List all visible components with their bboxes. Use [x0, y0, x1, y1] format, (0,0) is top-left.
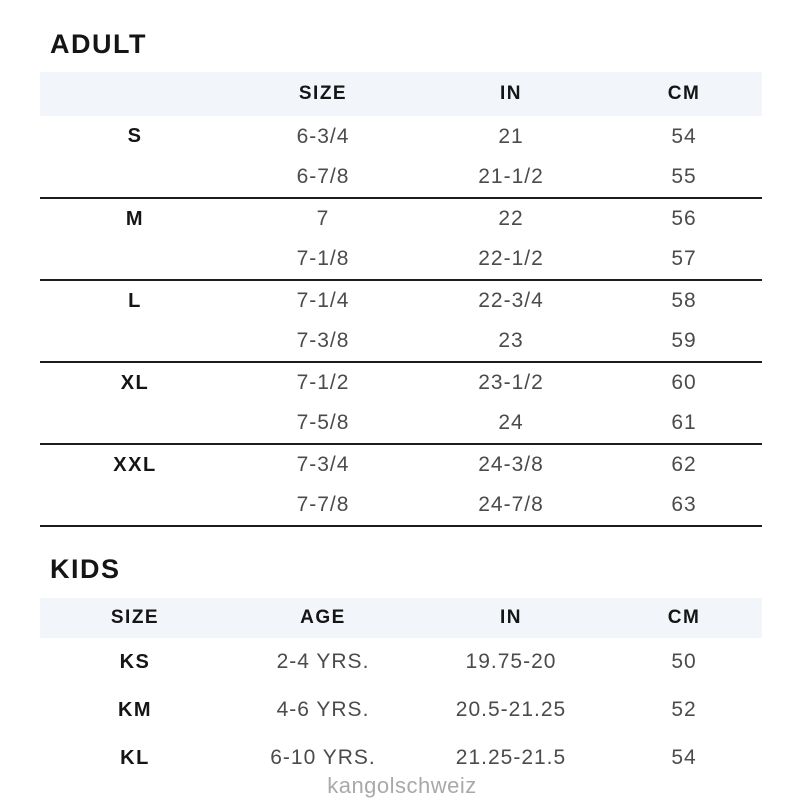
table-row	[40, 362, 762, 403]
cell-inches: 22	[498, 207, 524, 230]
row-label: KM	[117, 698, 153, 721]
cell-age: 6-10 YRS.	[270, 746, 376, 769]
watermark-text: kangolschweiz	[327, 773, 477, 798]
cell-cm: 60	[671, 371, 697, 394]
cell-inches: 21-1/2	[416, 157, 606, 198]
cell-size: 7-5/8	[230, 403, 416, 444]
cell-cm: 62	[671, 453, 697, 476]
table-row	[40, 280, 762, 321]
table-row	[40, 157, 762, 198]
cell-size: 7	[316, 207, 330, 230]
adult-column-header-in: IN	[500, 83, 522, 104]
adult-column-header-cm: CM	[667, 83, 701, 104]
row-label: M	[125, 207, 145, 230]
adult-size-table	[40, 72, 762, 527]
adult-header-row	[40, 72, 762, 116]
kids-column-header-cm: CM	[667, 607, 701, 628]
table-row	[40, 444, 762, 485]
kids-column-header-size: SIZE	[110, 607, 160, 628]
row-label	[40, 485, 230, 526]
cell-age: 2-4 YRS.	[276, 650, 370, 673]
cell-inches: 23	[416, 321, 606, 362]
row-label	[40, 157, 230, 198]
cell-cm: 50	[671, 650, 697, 673]
adult-column-header-size: SIZE	[298, 83, 348, 104]
row-label: KS	[119, 650, 151, 673]
kids-header-row	[40, 598, 762, 638]
cell-size: 6-7/8	[230, 157, 416, 198]
cell-inches: 21.25-21.5	[455, 746, 567, 769]
cell-size: 7-1/2	[296, 371, 350, 394]
row-label	[40, 403, 230, 444]
cell-size: 7-3/8	[230, 321, 416, 362]
kids-size-table	[40, 598, 762, 782]
cell-inches: 24	[416, 403, 606, 444]
cell-inches: 24-7/8	[416, 485, 606, 526]
cell-cm: 54	[671, 746, 697, 769]
adult-section-title: ADULT	[50, 29, 147, 59]
cell-inches: 24-3/8	[478, 453, 544, 476]
cell-size: 7-1/8	[230, 239, 416, 280]
row-label: KL	[120, 746, 150, 769]
kids-column-header-in: IN	[500, 607, 522, 628]
table-row	[40, 116, 762, 157]
row-label	[40, 321, 230, 362]
kids-column-header-age: AGE	[300, 607, 346, 628]
cell-cm: 56	[671, 207, 697, 230]
cell-inches: 22-1/2	[416, 239, 606, 280]
row-label: S	[127, 125, 143, 147]
cell-cm: 55	[606, 157, 762, 198]
cell-size: 6-3/4	[296, 124, 350, 148]
table-row	[40, 485, 762, 526]
row-label: L	[128, 289, 142, 312]
table-row	[40, 321, 762, 362]
cell-inches: 21	[498, 124, 524, 148]
cell-cm: 54	[671, 124, 697, 148]
table-row	[40, 686, 762, 734]
cell-cm: 52	[671, 698, 697, 721]
table-row	[40, 403, 762, 444]
cell-inches: 20.5-21.25	[455, 698, 567, 721]
cell-inches: 22-3/4	[478, 289, 544, 312]
row-label: XXL	[113, 453, 157, 476]
cell-inches: 19.75-20	[465, 650, 557, 673]
adult-column-header-blank	[40, 72, 230, 116]
kids-section-title: KIDS	[50, 554, 121, 584]
cell-cm: 61	[606, 403, 762, 444]
cell-size: 7-1/4	[296, 289, 350, 312]
cell-size: 7-7/8	[230, 485, 416, 526]
cell-cm: 59	[606, 321, 762, 362]
cell-size: 7-3/4	[296, 453, 350, 476]
table-row	[40, 239, 762, 280]
cell-cm: 63	[606, 485, 762, 526]
row-label: XL	[120, 371, 150, 394]
cell-inches: 23-1/2	[478, 371, 544, 394]
table-row	[40, 638, 762, 686]
row-label	[40, 239, 230, 280]
cell-age: 4-6 YRS.	[276, 698, 370, 721]
table-row	[40, 198, 762, 239]
cell-cm: 57	[606, 239, 762, 280]
cell-cm: 58	[671, 289, 697, 312]
